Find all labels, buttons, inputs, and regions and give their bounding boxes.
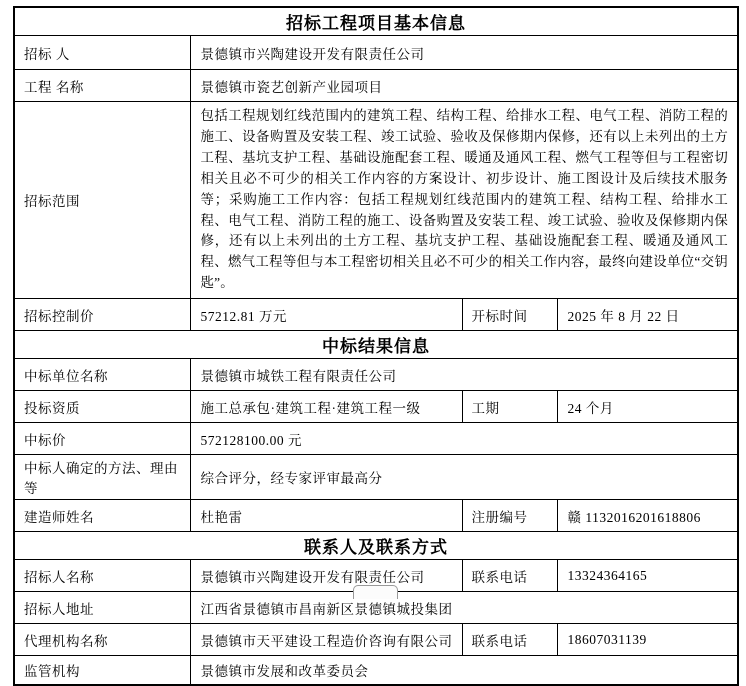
open-time-label: 开标时间: [462, 299, 557, 331]
win-price-label: 中标价: [14, 423, 190, 455]
table-row: [14, 36, 738, 70]
bidder-phone-value: 13324364165: [557, 560, 738, 592]
table-row: [14, 455, 738, 500]
scope-label: 招标范围: [14, 102, 190, 299]
scope-value: 包括工程规划红线范围内的建筑工程、结构工程、给排水工程、电气工程、消防工程的施工、设备购置及安装工程、竣工试验、验收及保修期内保修，还有以上未列出的土方工程、基坑支护工程、基础设施配套工程、暖通及通风工程、燃气工程等但与工程密切相关且必不可少的相关工作内容的方案设计、初步设计、施工图设计及后续技术服务等；采购施工工作内容：包括工程规划红线范围内的建筑工程、结构工程、给排水工程、电气工程、消防工程的施工、设备购置及安装工程、竣工试验、验收及保修期内保修，还有以上未列出的土方工程、基坑支护工程、基础设施配套工程、暖通及通风工程、燃气工程等但与本工程密切相关且必不可少的相关工作内容，最终向建设单位“交钥匙”。: [190, 102, 738, 299]
open-time-value: 2025 年 8 月 22 日: [557, 299, 738, 331]
section1-header-row: [14, 7, 738, 36]
table-row: [14, 299, 738, 331]
qualification-value: 施工总承包·建筑工程·建筑工程一级: [190, 391, 462, 423]
bidder-address-label: 招标人地址: [14, 592, 190, 624]
tender-info-table: [13, 6, 739, 686]
winner-label: 中标单位名称: [14, 359, 190, 391]
section2-title: 中标结果信息: [14, 331, 738, 359]
bidder-label: 招标 人: [14, 36, 190, 70]
duration-value: 24 个月: [557, 391, 738, 423]
control-price-label: 招标控制价: [14, 299, 190, 331]
table-row: [14, 624, 738, 656]
table-row: [14, 423, 738, 455]
reg-number-value: 赣 1132016201618806: [557, 500, 738, 532]
section3-header-row: [14, 532, 738, 560]
project-name-label: 工程 名称: [14, 70, 190, 102]
winner-value: 景德镇市城铁工程有限责任公司: [190, 359, 738, 391]
qualification-label: 投标资质: [14, 391, 190, 423]
reg-number-label: 注册编号: [462, 500, 557, 532]
table-row: [14, 656, 738, 686]
table-row: [14, 391, 738, 423]
control-price-value: 57212.81 万元: [190, 299, 462, 331]
agency-name-label: 代理机构名称: [14, 624, 190, 656]
table-row: [14, 500, 738, 532]
table-row: [14, 359, 738, 391]
table-row: [14, 102, 738, 299]
builder-name-value: 杜艳雷: [190, 500, 462, 532]
section3-title: 联系人及联系方式: [14, 532, 738, 560]
section1-title: 招标工程项目基本信息: [14, 7, 738, 36]
table-row: [14, 70, 738, 102]
method-value: 综合评分，经专家评审最高分: [190, 455, 738, 500]
agency-phone-label: 联系电话: [462, 624, 557, 656]
regulator-value: 景德镇市发展和改革委员会: [190, 656, 738, 686]
method-label: 中标人确定的方法、理由等: [14, 455, 190, 500]
bidder-name-value: 景德镇市兴陶建设开发有限责任公司: [190, 560, 462, 592]
win-price-value: 572128100.00 元: [190, 423, 738, 455]
builder-name-label: 建造师姓名: [14, 500, 190, 532]
collapsed-rounded-button-icon[interactable]: [353, 585, 398, 599]
section2-header-row: [14, 331, 738, 359]
bidder-phone-label: 联系电话: [462, 560, 557, 592]
agency-name-value: 景德镇市天平建设工程造价咨询有限公司: [190, 624, 462, 656]
agency-phone-value: 18607031139: [557, 624, 738, 656]
duration-label: 工期: [462, 391, 557, 423]
tender-info-document: [13, 6, 739, 686]
project-name-value: 景德镇市瓷艺创新产业园项目: [190, 70, 738, 102]
bidder-value: 景德镇市兴陶建设开发有限责任公司: [190, 36, 738, 70]
bidder-name-label: 招标人名称: [14, 560, 190, 592]
regulator-label: 监管机构: [14, 656, 190, 686]
bidder-address-value: 江西省景德镇市昌南新区景德镇城投集团: [190, 592, 738, 624]
